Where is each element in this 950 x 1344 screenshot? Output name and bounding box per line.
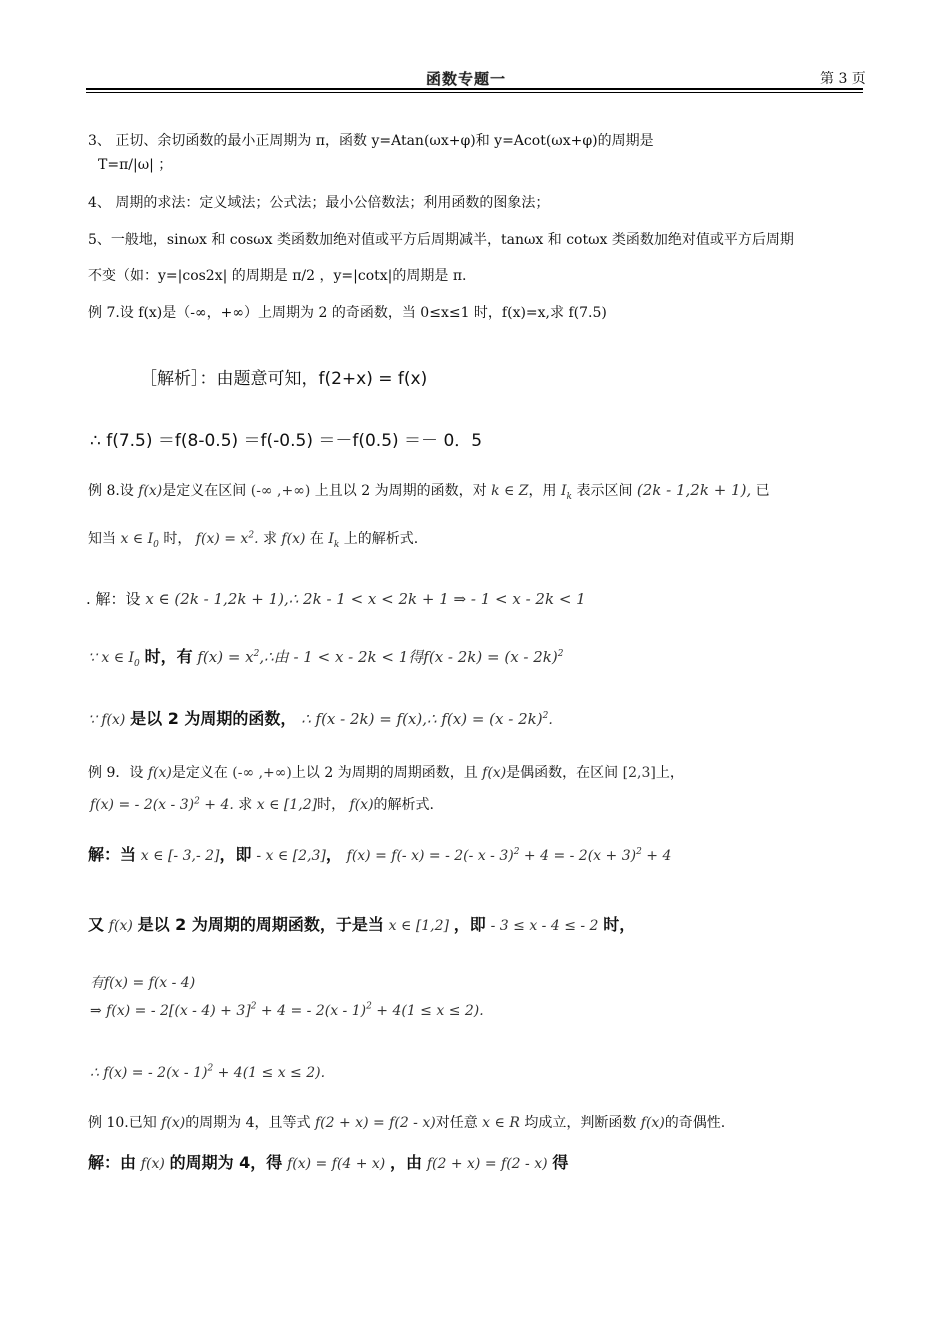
ex8-solution-3: ∵ f(x) 是以 2 为周期的函数， ∴ f(x - 2k) = f(x),∴ f(x) = (x - 2k)$^2$. — [88, 709, 553, 728]
rule-5: 5、一般地，sinωx 和 cosωx 类函数加绝对值或平方后周期减半，tanωx 和 cotωx 类函数加绝对值或平方后周期 — [88, 232, 794, 248]
ex9-solution-3: 有f(x) = f(x - 4) — [90, 975, 196, 991]
ex7-question: 例 7.设 f(x)是（-∞，+∞）上周期为 2 的奇函数，当 0≤x≤1 时，f(x)=x,求 f(7.5) — [88, 305, 607, 321]
ex8-question-line2: 知当 x ∈ $I_0$ 时， $f(x) = x^2$. 求 f(x) 在 $I_k$ 上的解析式. — [88, 530, 419, 550]
ex10-question: 例 10.已知 f(x)的周期为 4，且等式 f(2 + x) = f(2 - x)对任意 x ∈ R 均成立，判断函数 f(x)的奇偶性. — [88, 1115, 726, 1131]
ex10-solution: 解：由 f(x) 的周期为 4，得 f(x) = f(4 + x) ，由 f(2 + x) = f(2 - x) 得 — [88, 1153, 569, 1172]
ex7-solution-2: ∴ f(7.5) ＝f(8-0.5) ＝f(-0.5) ＝－f(0.5) ＝－ 0．5 — [90, 431, 483, 451]
ex9-solution-1: 解：当 x ∈ [- 3,- 2]，即 - x ∈ [2,3]， f(x) = f(- x) = - 2(- x - 3)$^2$ + 4 = - $2(x + 3)^2 + 4$ — [88, 845, 672, 864]
page-number: 第 3 页 — [820, 71, 866, 87]
rule-4: 4、 周期的求法：定义域法；公式法；最小公倍数法；利用函数的图象法； — [88, 195, 550, 211]
rule-3-cont: T=π/|ω| ； — [98, 157, 173, 173]
ex8-solution-1: . 解：设 x ∈ (2k - 1,2k + 1),∴ 2k - 1 < x < 2k + 1 ⇒ - 1 < x - 2k < 1 — [86, 590, 586, 608]
ex9-question-line2: f(x) = - 2(x - 3)$^2$ + 4. 求 x ∈ [1,2]时， f(x)的解析式. — [90, 796, 434, 813]
ex9-solution-5: ∴ f(x) = - 2(x - 1)$^2$ + 4(1 ≤ x ≤ 2). — [90, 1063, 326, 1081]
ex9-question-line1: 例 9．设 f(x)是定义在 (-∞ ,+∞)上以 2 为周期的周期函数，且 f(x)是偶函数，在区间 [2,3]上， — [88, 765, 684, 781]
ex9-solution-2: 又 f(x) 是以 2 为周期的周期函数，于是当 x ∈ [1,2] ，即 - 3 ≤ x - 4 ≤ - 2 时， — [88, 915, 636, 934]
ex8-question-line1: 例 8.设 f(x)是定义在区间 (-∞ ,+∞) 上且以 2 为周期的函数，对 k ∈ Z，用 $I_k$ 表示区间 (2k - 1,2k + 1), 已 — [88, 481, 770, 502]
ex7-solution-1: ［解析］：由题意可知，f(2+x) = f(x) — [140, 369, 428, 389]
ex8-solution-2: ∵ x ∈ $I_0$ 时，有 $f(x) = x^2,\therefore$由 - 1 < x - 2k < 1得f(x - 2k) = (x - 2k)$^2$ — [88, 647, 564, 669]
ex9-solution-4: ⇒ f(x) = - $2[(x - 4) + 3]^2 + 4$ = - 2(x - 1)$^2$ + 4(1 ≤ x ≤ 2). — [90, 1001, 484, 1019]
rule-5-cont: 不变（如：y=|cos2x| 的周期是 π/2 ，y=|cotx|的周期是 π. — [88, 268, 467, 284]
header-rule-thin — [86, 92, 863, 93]
rule-3: 3、 正切、余切函数的最小正周期为 π，函数 y=Atan(ωx+φ)和 y=Acot(ωx+φ)的周期是 — [88, 133, 654, 149]
header-rule — [86, 88, 863, 90]
header-title: 函数专题一 — [426, 70, 507, 88]
